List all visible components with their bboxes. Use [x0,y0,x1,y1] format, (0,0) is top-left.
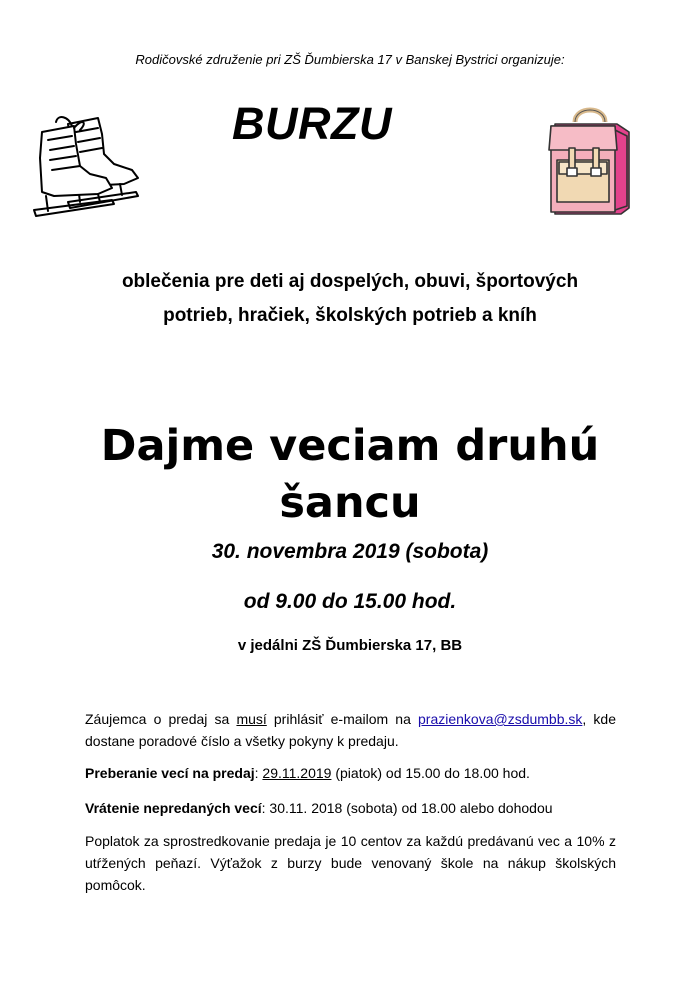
registration-paragraph [85,708,616,752]
ice-skates-icon [28,112,148,222]
drop-off-rest: (piatok) od 15.00 do 18.00 hod. [331,765,530,781]
event-time: od 9.00 do 15.00 hod. [243,590,457,613]
return-label: Vrátenie nepredaných vecí [85,800,262,816]
event-date: 30. novembra 2019 (sobota) [211,540,489,563]
email-link[interactable]: prazienkova@zsdumbb.sk [418,711,583,727]
backpack-icon [545,100,635,218]
organizer-line: Rodičovské združenie pri ZŠ Ďumbierska 17 v Banskej Bystrici organizuje: [135,52,565,67]
slogan-line-2: šancu [279,478,421,528]
fee-paragraph: Poplatok za sprostredkovanie predaja je 10 centov za každú predávanú vec a 10% z utŕžených peňazí. Výťažok z burzy bude venovaný škole na nákup školských pomôcok. [85,833,616,893]
p1-mid: prihlásiť e-mailom na [266,711,418,727]
slogan [0,418,700,532]
poster-title: BURZU [232,98,392,149]
items-line-2: potrieb, hračiek, školských potrieb a kníh [163,305,537,326]
drop-off-colon: : [254,765,263,781]
items-description [0,265,700,333]
p1-start: Záujemca o predaj sa [85,711,237,727]
items-line-1: oblečenia pre deti aj dospelých, obuvi, športových [121,271,579,292]
return-paragraph [85,797,616,819]
p1-must: musí [236,711,267,727]
slogan-line-1: Dajme veciam druhú [100,421,600,471]
drop-off-paragraph [85,762,616,784]
return-rest: : 30.11. 2018 (sobota) od 18.00 alebo dohodou [261,800,553,816]
drop-off-label: Preberanie vecí na predaj [85,765,255,781]
drop-off-date: 29.11.2019 [262,765,332,781]
event-place: v jedálni ZŠ Ďumbierska 17, BB [237,637,463,654]
p1-end: , kde dostane poradové číslo a všetky pokyny k predaju. [85,711,616,749]
